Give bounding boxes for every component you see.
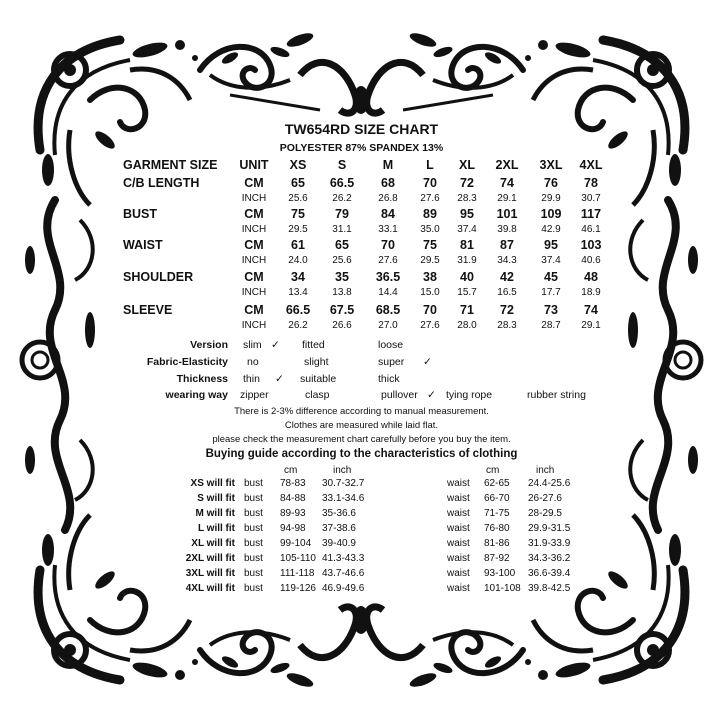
attribute-option: loose <box>378 339 404 351</box>
inch-unit-label: INCH <box>241 320 267 331</box>
inch-value: 14.4 <box>378 287 398 298</box>
waist-cm: 87-92 <box>484 553 510 564</box>
cm-value: 68 <box>381 176 395 190</box>
waist-label: waist <box>447 568 470 579</box>
bust-inch: 30.7-32.7 <box>322 478 365 489</box>
material-composition: POLYESTER 87% SPANDEX 13% <box>279 142 444 154</box>
attribute-option: clasp <box>305 389 330 401</box>
waist-label: waist <box>447 538 470 549</box>
check-icon: ✓ <box>427 389 436 401</box>
inch-value: 16.5 <box>497 287 517 298</box>
bust-inch: 37-38.6 <box>322 523 356 534</box>
inch-value: 37.4 <box>457 224 477 235</box>
bust-cm: 111-118 <box>280 568 315 579</box>
inch-value: 27.0 <box>378 320 398 331</box>
cm-value: 70 <box>423 303 437 317</box>
guide-right-cm-header: cm <box>486 465 500 476</box>
attribute-label: Version <box>190 339 228 351</box>
bust-label: bust <box>244 508 263 519</box>
attribute-label: Thickness <box>176 373 228 385</box>
waist-inch: 31.9-33.9 <box>528 538 571 549</box>
cm-value: 71 <box>460 303 474 317</box>
cm-value: 87 <box>500 238 514 252</box>
cm-unit-label: CM <box>244 207 264 221</box>
cm-unit-label: CM <box>244 303 264 317</box>
attribute-option: pullover <box>381 389 418 401</box>
note-line: please check the measurement chart carefully before you buy the item. <box>212 434 511 445</box>
attribute-option: thick <box>378 373 400 385</box>
waist-inch: 29.9-31.5 <box>528 523 571 534</box>
attribute-option: tying rope <box>446 389 493 401</box>
inch-value: 28.3 <box>497 320 517 331</box>
bust-label: bust <box>244 523 263 534</box>
inch-value: 31.9 <box>457 255 477 266</box>
inch-value: 26.2 <box>288 320 308 331</box>
fit-label: 3XL will fit <box>185 568 235 579</box>
bust-cm: 84-88 <box>280 493 306 504</box>
cm-value: 70 <box>381 238 395 252</box>
cm-value: 72 <box>500 303 514 317</box>
waist-inch: 24.4-25.6 <box>528 478 571 489</box>
inch-value: 15.0 <box>420 287 440 298</box>
bust-inch: 41.3-43.3 <box>322 553 365 564</box>
waist-inch: 36.6-39.4 <box>528 568 571 579</box>
cm-value: 61 <box>291 238 305 252</box>
cm-value: 89 <box>423 207 437 221</box>
cm-value: 78 <box>584 176 598 190</box>
inch-value: 28.0 <box>457 320 477 331</box>
inch-value: 29.1 <box>497 193 517 204</box>
cm-value: 70 <box>423 176 437 190</box>
cm-value: 35 <box>335 270 349 284</box>
waist-label: waist <box>447 478 470 489</box>
bust-label: bust <box>244 478 263 489</box>
cm-unit-label: CM <box>244 270 264 284</box>
cm-value: 67.5 <box>329 303 355 317</box>
measurement-name: SHOULDER <box>123 270 194 284</box>
cm-value: 42 <box>500 270 514 284</box>
waist-inch: 39.8-42.5 <box>528 583 571 594</box>
cm-value: 75 <box>291 207 305 221</box>
inch-value: 26.2 <box>332 193 352 204</box>
fit-label: M will fit <box>195 508 235 519</box>
waist-label: waist <box>447 493 470 504</box>
size-header: XL <box>459 158 475 172</box>
waist-label: waist <box>447 583 470 594</box>
inch-value: 29.9 <box>541 193 561 204</box>
inch-unit-label: INCH <box>241 255 267 266</box>
cm-value: 95 <box>544 238 558 252</box>
size-header-label: GARMENT SIZE <box>123 158 218 172</box>
cm-value: 36.5 <box>375 270 401 284</box>
waist-label: waist <box>447 523 470 534</box>
note-line: Clothes are measured while laid flat. <box>284 420 439 431</box>
cm-value: 103 <box>580 238 602 252</box>
page-title: TW654RD SIZE CHART <box>284 121 439 137</box>
inch-value: 25.6 <box>288 193 308 204</box>
fit-label: L will fit <box>197 523 235 534</box>
inch-value: 27.6 <box>378 255 398 266</box>
attribute-option: super <box>378 356 405 368</box>
inch-value: 31.1 <box>332 224 352 235</box>
cm-value: 73 <box>544 303 558 317</box>
attribute-option: slim <box>243 339 262 351</box>
size-header: L <box>426 158 434 172</box>
inch-unit-label: INCH <box>241 287 267 298</box>
cm-value: 72 <box>460 176 474 190</box>
bust-cm: 94-98 <box>280 523 306 534</box>
check-icon: ✓ <box>423 356 432 368</box>
cm-value: 38 <box>423 270 437 284</box>
bust-cm: 99-104 <box>280 538 312 549</box>
bust-inch: 46.9-49.6 <box>322 583 365 594</box>
measurement-name: WAIST <box>123 238 163 252</box>
inch-value: 29.5 <box>420 255 440 266</box>
waist-label: waist <box>447 553 470 564</box>
inch-value: 26.6 <box>332 320 352 331</box>
cm-value: 68.5 <box>375 303 401 317</box>
guide-left-cm-header: cm <box>284 465 298 476</box>
unit-header: UNIT <box>239 158 269 172</box>
fit-label: XL will fit <box>191 538 235 549</box>
waist-label: waist <box>447 508 470 519</box>
inch-value: 29.5 <box>288 224 308 235</box>
cm-unit-label: CM <box>244 238 264 252</box>
attribute-option: rubber string <box>527 389 586 401</box>
fit-label: S will fit <box>197 493 235 504</box>
cm-value: 45 <box>544 270 558 284</box>
cm-value: 65 <box>291 176 305 190</box>
check-icon: ✓ <box>275 373 284 385</box>
check-icon: ✓ <box>271 339 280 351</box>
size-header: 4XL <box>579 158 603 172</box>
waist-cm: 66-70 <box>484 493 510 504</box>
inch-value: 25.6 <box>332 255 352 266</box>
inch-value: 34.3 <box>497 255 517 266</box>
cm-value: 84 <box>381 207 395 221</box>
attribute-label: wearing way <box>165 389 228 401</box>
measurement-name: SLEEVE <box>123 303 173 317</box>
cm-value: 109 <box>540 207 562 221</box>
inch-value: 37.4 <box>541 255 561 266</box>
measurement-name: BUST <box>123 207 158 221</box>
inch-value: 13.8 <box>332 287 352 298</box>
cm-value: 74 <box>500 176 514 190</box>
cm-value: 48 <box>584 270 598 284</box>
inch-value: 27.6 <box>420 193 440 204</box>
inch-value: 46.1 <box>581 224 601 235</box>
cm-value: 95 <box>460 207 474 221</box>
bust-inch: 35-36.6 <box>322 508 356 519</box>
waist-cm: 101-108 <box>484 583 521 594</box>
inch-value: 28.7 <box>541 320 561 331</box>
bust-inch: 43.7-46.6 <box>322 568 365 579</box>
bust-label: bust <box>244 583 263 594</box>
inch-value: 28.3 <box>457 193 477 204</box>
waist-inch: 34.3-36.2 <box>528 553 571 564</box>
cm-value: 76 <box>544 176 558 190</box>
cm-value: 74 <box>584 303 598 317</box>
bust-cm: 105-110 <box>280 553 316 564</box>
attribute-option: thin <box>243 373 260 385</box>
size-header: M <box>382 158 394 172</box>
inch-unit-label: INCH <box>241 224 267 235</box>
cm-value: 65 <box>335 238 349 252</box>
waist-cm: 81-86 <box>484 538 510 549</box>
inch-unit-label: INCH <box>241 193 267 204</box>
attribute-option: fitted <box>302 339 325 351</box>
bust-cm: 89-93 <box>280 508 306 519</box>
fit-label: 2XL will fit <box>185 553 235 564</box>
cm-value: 75 <box>423 238 437 252</box>
inch-value: 17.7 <box>541 287 561 298</box>
inch-value: 27.6 <box>420 320 440 331</box>
guide-right-inch-header: inch <box>536 465 555 476</box>
bust-cm: 119-126 <box>280 583 316 594</box>
cm-value: 34 <box>291 270 305 284</box>
waist-inch: 26-27.6 <box>528 493 562 504</box>
inch-value: 24.0 <box>288 255 308 266</box>
cm-value: 40 <box>460 270 474 284</box>
guide-left-inch-header: inch <box>333 465 352 476</box>
waist-cm: 93-100 <box>484 568 516 579</box>
cm-value: 101 <box>496 207 518 221</box>
inch-value: 18.9 <box>581 287 601 298</box>
attribute-option: zipper <box>240 389 269 401</box>
attribute-label: Fabric-Elasticity <box>146 356 228 368</box>
buying-guide-title: Buying guide according to the characteristics of clothing <box>205 448 518 460</box>
bust-label: bust <box>244 553 263 564</box>
size-header: 2XL <box>495 158 519 172</box>
bust-inch: 33.1-34.6 <box>322 493 365 504</box>
measurement-name: C/B LENGTH <box>123 176 200 190</box>
inch-value: 15.7 <box>457 287 477 298</box>
inch-value: 35.0 <box>420 224 440 235</box>
cm-value: 66.5 <box>285 303 311 317</box>
bust-label: bust <box>244 538 263 549</box>
inch-value: 40.6 <box>581 255 601 266</box>
waist-cm: 62-65 <box>484 478 510 489</box>
bust-cm: 78-83 <box>280 478 306 489</box>
waist-cm: 76-80 <box>484 523 510 534</box>
bust-label: bust <box>244 493 263 504</box>
attribute-option: slight <box>304 356 329 368</box>
inch-value: 33.1 <box>378 224 398 235</box>
attribute-option: no <box>247 356 259 368</box>
size-header: 3XL <box>539 158 563 172</box>
inch-value: 39.8 <box>497 224 517 235</box>
note-line: There is 2-3% difference according to manual measurement. <box>234 406 489 417</box>
inch-value: 13.4 <box>288 287 308 298</box>
cm-value: 117 <box>580 207 602 221</box>
size-header: XS <box>289 158 307 172</box>
fit-label: 4XL will fit <box>185 583 235 594</box>
bust-inch: 39-40.9 <box>322 538 356 549</box>
size-header: S <box>337 158 347 172</box>
attribute-option: suitable <box>300 373 337 385</box>
inch-value: 42.9 <box>541 224 561 235</box>
bust-label: bust <box>244 568 263 579</box>
inch-value: 29.1 <box>581 320 601 331</box>
cm-value: 66.5 <box>329 176 355 190</box>
waist-inch: 28-29.5 <box>528 508 562 519</box>
inch-value: 30.7 <box>581 193 601 204</box>
cm-value: 81 <box>460 238 474 252</box>
fit-label: XS will fit <box>190 478 235 489</box>
waist-cm: 71-75 <box>484 508 510 519</box>
cm-unit-label: CM <box>244 176 264 190</box>
inch-value: 26.8 <box>378 193 398 204</box>
cm-value: 79 <box>335 207 349 221</box>
